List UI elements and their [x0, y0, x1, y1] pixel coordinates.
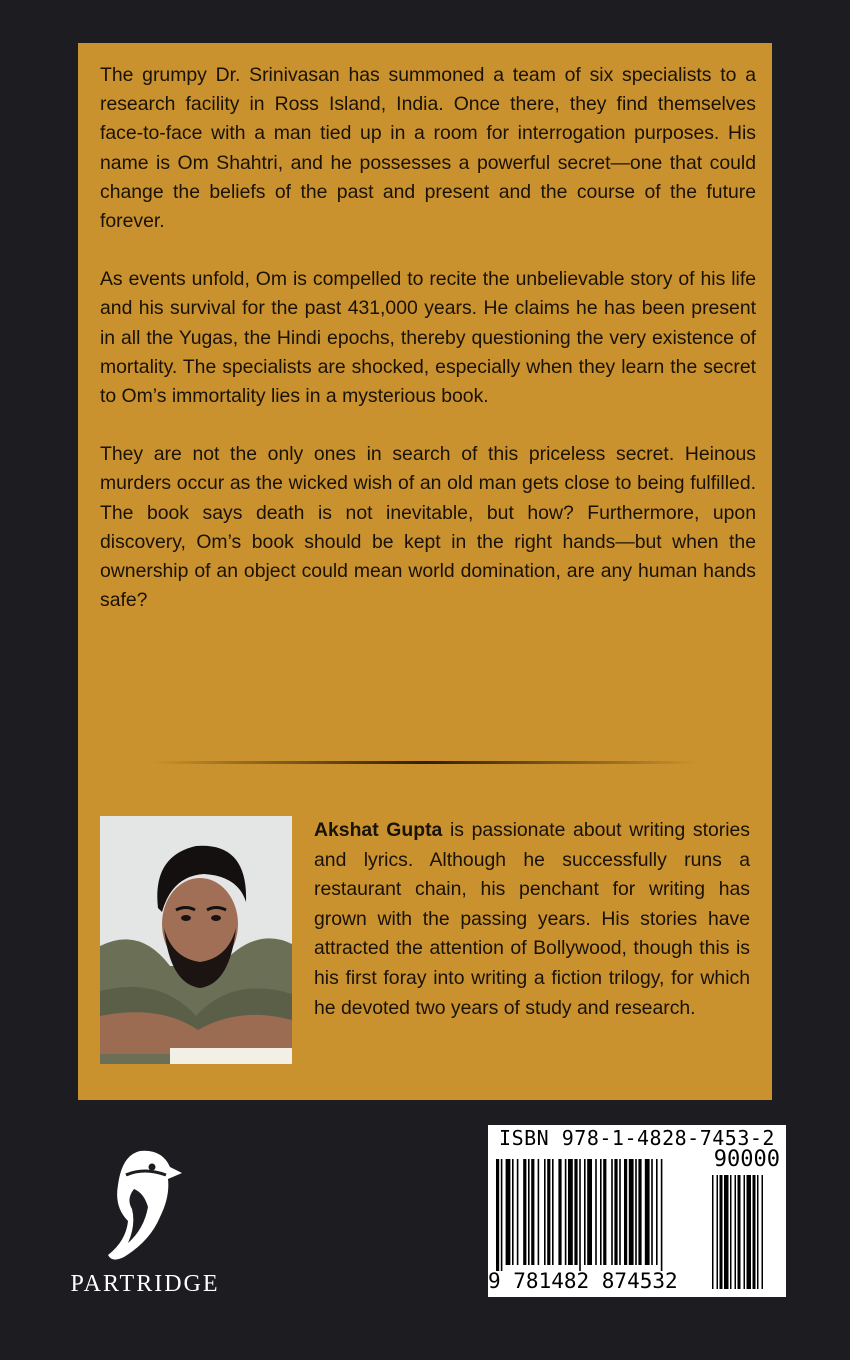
barcode-bar	[638, 1159, 641, 1265]
isbn-barcode	[488, 1125, 786, 1297]
author-portrait-illustration	[100, 816, 292, 1064]
barcode-bar	[517, 1159, 519, 1265]
barcode-bar	[528, 1159, 530, 1265]
barcode-bar	[651, 1159, 653, 1265]
blurb-paragraph-3: They are not the only ones in search of this priceless secret. Heinous murders occur as the wicked wish of an old man gets close to being fulfilled. The book says death is not inevitable, but how? Furthermore, upon discovery, Om’s book should be kept in the right hands—but when the ownership of an object could mean world domination, are any human hands safe?	[100, 443, 756, 612]
blurb-paragraph-2: As events unfold, Om is compelled to recite the unbelievable story of his life and his survival for the past 431,000 years. He claims he has been present in all the Yugas, the Hindi epochs, thereby questioning the very existence of mortality. The specialists are shocked, especially when they learn the secret to Om’s immortality lies in a mysterious book.	[100, 268, 756, 408]
barcode-bar	[587, 1159, 592, 1265]
barcode-bar	[565, 1159, 567, 1265]
barcode-bar	[614, 1159, 617, 1265]
barcode-bar	[547, 1159, 550, 1265]
barcode-bar	[611, 1159, 613, 1265]
addon-bar	[753, 1175, 756, 1289]
addon-bar	[724, 1175, 729, 1289]
section-divider	[153, 761, 697, 764]
barcode-bar	[584, 1159, 586, 1265]
barcode-bar	[603, 1159, 606, 1265]
addon-bar	[744, 1175, 746, 1289]
barcode-bar	[645, 1159, 650, 1265]
barcode-bar	[496, 1159, 499, 1271]
addon-bar	[735, 1175, 737, 1289]
barcode-bar	[531, 1159, 534, 1265]
isbn-label: ISBN 978-1-4828-7453-2	[499, 1126, 775, 1150]
barcode-bar	[512, 1159, 514, 1265]
author-bio	[314, 816, 750, 1023]
author-photo	[100, 816, 292, 1064]
barcode-bar	[506, 1159, 511, 1265]
barcode-bar	[635, 1159, 637, 1265]
penguin-logo-icon	[104, 1145, 184, 1265]
addon-bar	[762, 1175, 764, 1289]
barcode-bar	[538, 1159, 540, 1265]
barcode-bar	[501, 1159, 503, 1271]
barcode-bar	[574, 1159, 577, 1265]
barcode-bar	[619, 1159, 621, 1265]
author-name: Akshat Gupta	[314, 819, 443, 841]
ean-digits: 9 781482 874532	[488, 1269, 678, 1293]
price-addon-code: 90000	[713, 1147, 780, 1172]
barcode-bar	[656, 1159, 658, 1265]
barcode-bar	[624, 1159, 627, 1265]
barcode-bar	[523, 1159, 526, 1265]
addon-bar	[747, 1175, 752, 1289]
addon-bar	[712, 1175, 714, 1289]
addon-bar	[717, 1175, 719, 1289]
addon-bar	[738, 1175, 741, 1289]
author-bio-text: is passionate about writing stories and lyrics. Although he successfully runs a restaurant chain, his penchant for writing has grown with the passing years. His stories have attracted the attention of Bollywood, though this is his first foray into writing a fiction trilogy, for which he devoted two years of study and research.	[314, 819, 751, 1019]
blurb-paragraph-1: The grumpy Dr. Srinivasan has summoned a team of six specialists to a research facility in Ross Island, India. Once there, they find themselves face-to-face with a man tied up in a room for interrogation purposes. His name is Om Shahtri, and he possesses a powerful secret—one that could change the beliefs of the past and present and the course of the future forever.	[100, 64, 756, 233]
barcode-bar	[568, 1159, 573, 1265]
addon-bar	[730, 1175, 732, 1289]
barcode-bar	[558, 1159, 561, 1265]
book-blurb	[100, 61, 756, 644]
publisher-name: PARTRIDGE	[70, 1271, 220, 1297]
barcode-bar	[552, 1159, 554, 1265]
barcode-bar	[579, 1159, 581, 1271]
barcode-bar	[544, 1159, 546, 1265]
barcode-bar	[595, 1159, 597, 1265]
barcode-bar	[661, 1159, 663, 1271]
barcode-bar	[600, 1159, 602, 1265]
addon-bar	[757, 1175, 759, 1289]
publisher-logo	[60, 1145, 230, 1305]
back-cover-panel	[78, 43, 772, 1100]
barcode-bar	[629, 1159, 634, 1265]
addon-bar	[720, 1175, 723, 1289]
